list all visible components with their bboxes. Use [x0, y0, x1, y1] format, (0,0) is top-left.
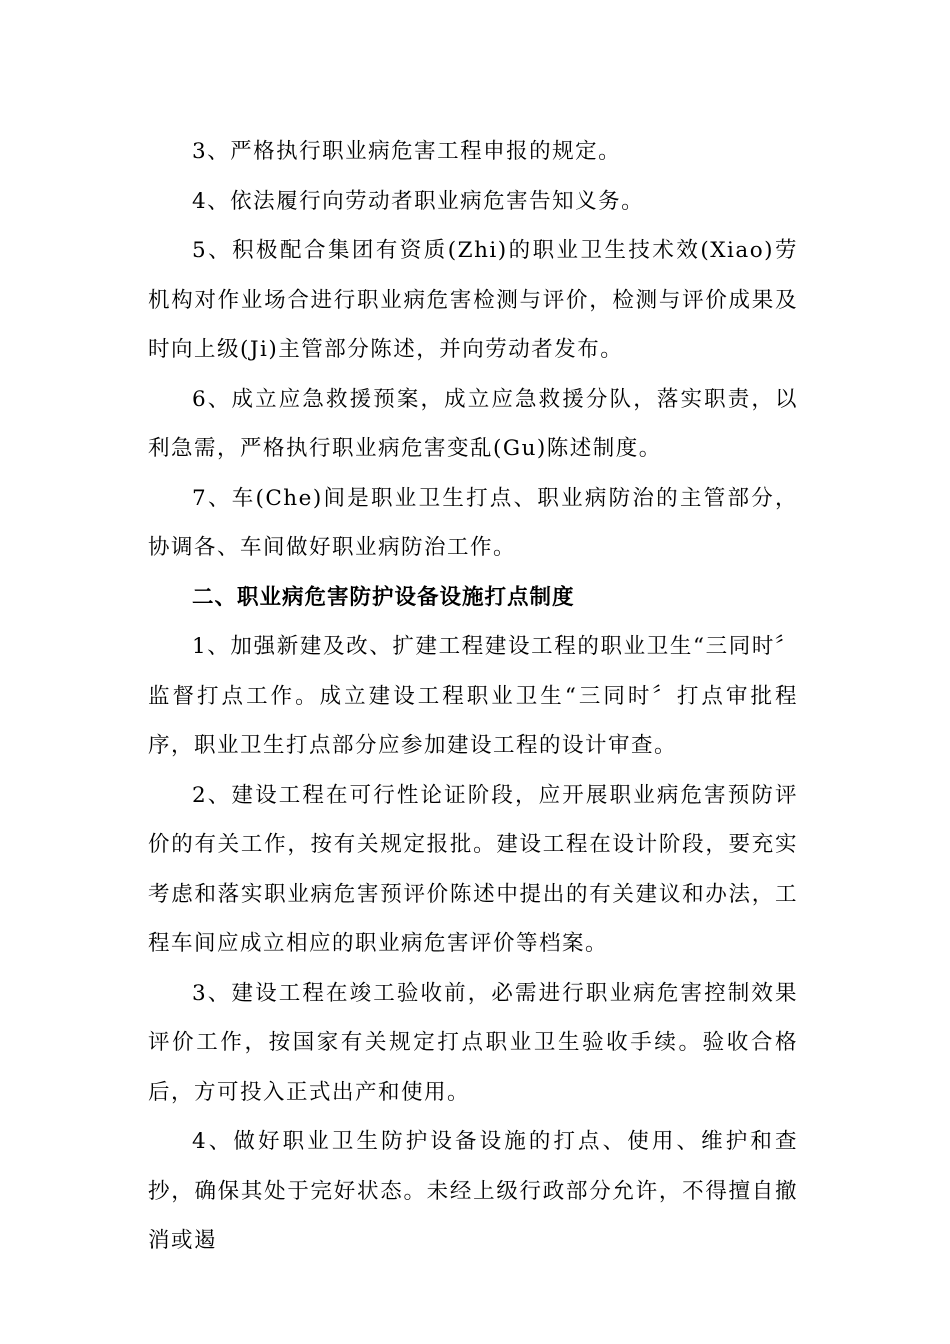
section-paragraph-3: 3、建设工程在竣工验收前，必需进行职业病危害控制效果评价工作，按国家有关规定打点职业卫生验收手续。验收合格后，方可投入正式出产和使用。	[148, 980, 798, 1105]
paragraph-6: 6、成立应急救援预案，成立应急救援分队，落实职责，以利急需，严格执行职业病危害变乱(Gu)陈述制度。	[148, 386, 798, 461]
paragraph-7: 7、车(Che)间是职业卫生打点、职业病防治的主管部分，协调各、车间做好职业病防治工作。	[148, 485, 798, 560]
document-page	[148, 127, 798, 1266]
section-paragraph-2: 2、建设工程在可行性论证阶段，应开展职业病危害预防评价的有关工作，按有关规定报批。建设工程在设计阶段，要充实考虑和落实职业病危害预评价陈述中提出的有关建议和办法，工程车间应成立相应的职业病危害评价等档案。	[148, 782, 798, 956]
paragraph-5: 5、积极配合集团有资质(Zhi)的职业卫生技术效(Xiao)劳机构对作业场合进行职业病危害检测与评价，检测与评价成果及时向上级(Ji)主管部分陈述，并向劳动者发布。	[148, 238, 798, 362]
section-heading: 二、职业病危害防护设备设施打点制度	[192, 584, 575, 610]
section-paragraph-4: 4、做好职业卫生防护设备设施的打点、使用、维护和查抄，确保其处于完好状态。未经上级行政部分允许，不得擅自撤消或遏	[148, 1129, 798, 1253]
section-paragraph-1: 1、加强新建及改、扩建工程建设工程的职业卫生“三同时〞监督打点工作。成立建设工程职业卫生“三同时〞打点审批程序，职业卫生打点部分应参加建设工程的设计审查。	[148, 634, 798, 758]
paragraph-3: 3、严格执行职业病危害工程申报的规定。	[192, 139, 622, 164]
paragraph-4: 4、依法履行向劳动者职业病危害告知义务。	[192, 188, 645, 214]
